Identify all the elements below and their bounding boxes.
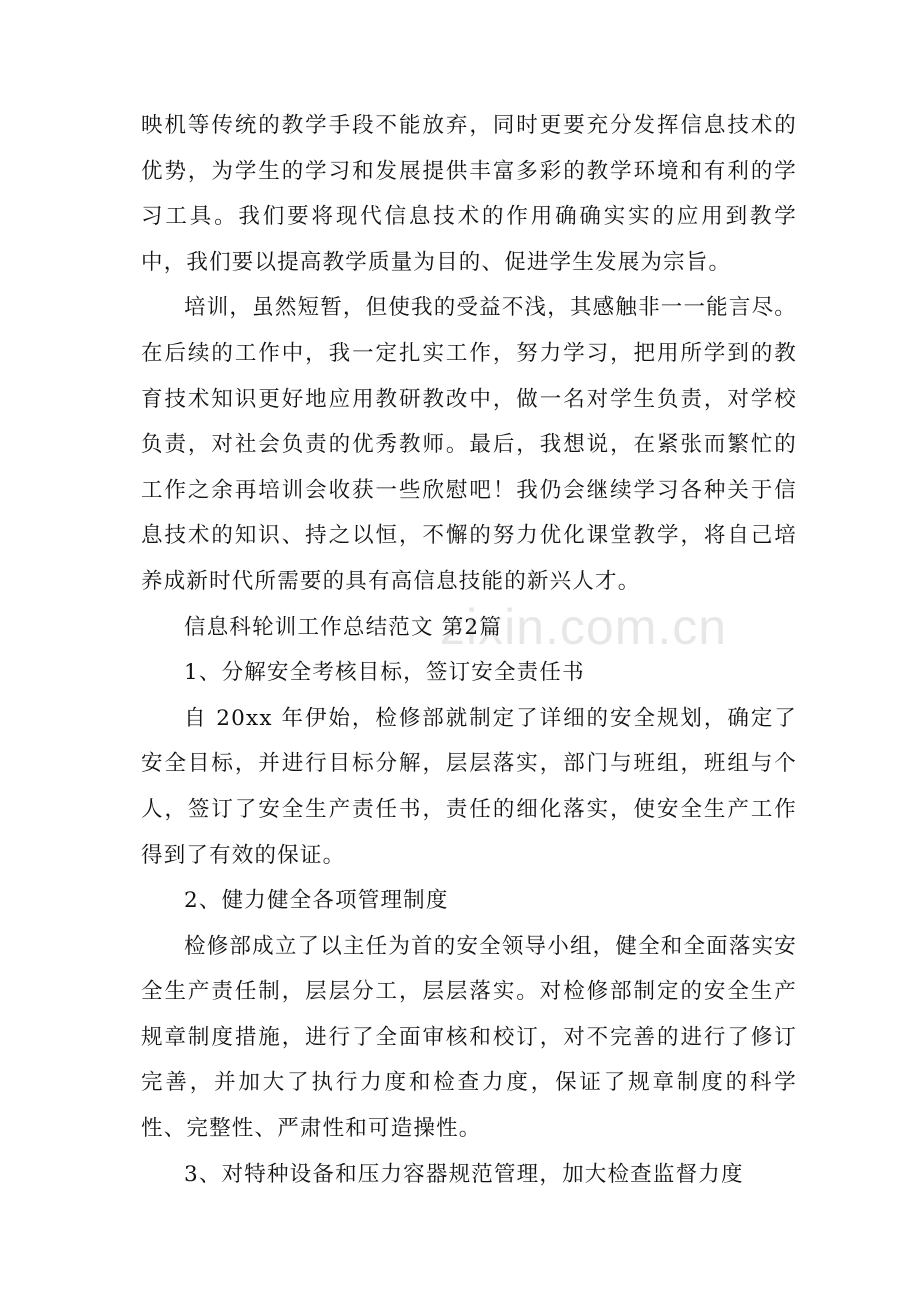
subheading-special-equipment: 3、对特种设备和压力容器规范管理，加大检查监督力度 xyxy=(184,1161,744,1187)
subheading-management-system: 2、健力健全各项管理制度 xyxy=(184,888,449,914)
watermark: zixin.com.cn xyxy=(440,599,728,655)
document-body xyxy=(141,103,797,1197)
subheading-safety-targets: 1、分解安全考核目标，签订安全责任书 xyxy=(184,660,585,686)
section-heading: 信息科轮训工作总结范文 第2篇 xyxy=(184,614,503,640)
paragraph-safety-planning: 自 20xx 年伊始，检修部就制定了详细的安全规划，确定了安全目标，并进行目标分解，层层落实，部门与班组，班组与个人，签订了安全生产责任书，责任的细化落实，使安全生产工作得到了有效的保证。 xyxy=(141,705,797,868)
paragraph-teaching-methods: 映机等传统的教学手段不能放弃，同时更要充分发挥信息技术的优势，为学生的学习和发展提供丰富多彩的教学环境和有利的学习工具。我们要将现代信息技术的作用确确实实的应用到教学中，我们要以提高教学质量为目的、促进学生发展为宗旨。 xyxy=(141,113,797,275)
paragraph-training-reflection: 培训，虽然短暂，但使我的受益不浅，其感触非一一能言尽。在后续的工作中，我一定扎实工作，努力学习，把用所学到的教育技术知识更好地应用教研教改中，做一名对学生负责，对学校负责，对社会负责的优秀教师。最后，我想说，在紧张而繁忙的工作之余再培训会收获一些欣慰吧！我仍会继续学习各种关于信息技术的知识、持之以恒，不懈的努力优化课堂教学，将自己培养成新时代所需要的具有高信息技能的新兴人才。 xyxy=(141,295,797,594)
paragraph-safety-leadership: 检修部成立了以主任为首的安全领导小组，健全和全面落实安全生产责任制，层层分工，层层落实。对检修部制定的安全生产规章制度措施，进行了全面审核和校订，对不完善的进行了修订完善，并加大了执行力度和检查力度，保证了规章制度的科学性、完整性、严肃性和可造操性。 xyxy=(141,933,797,1142)
